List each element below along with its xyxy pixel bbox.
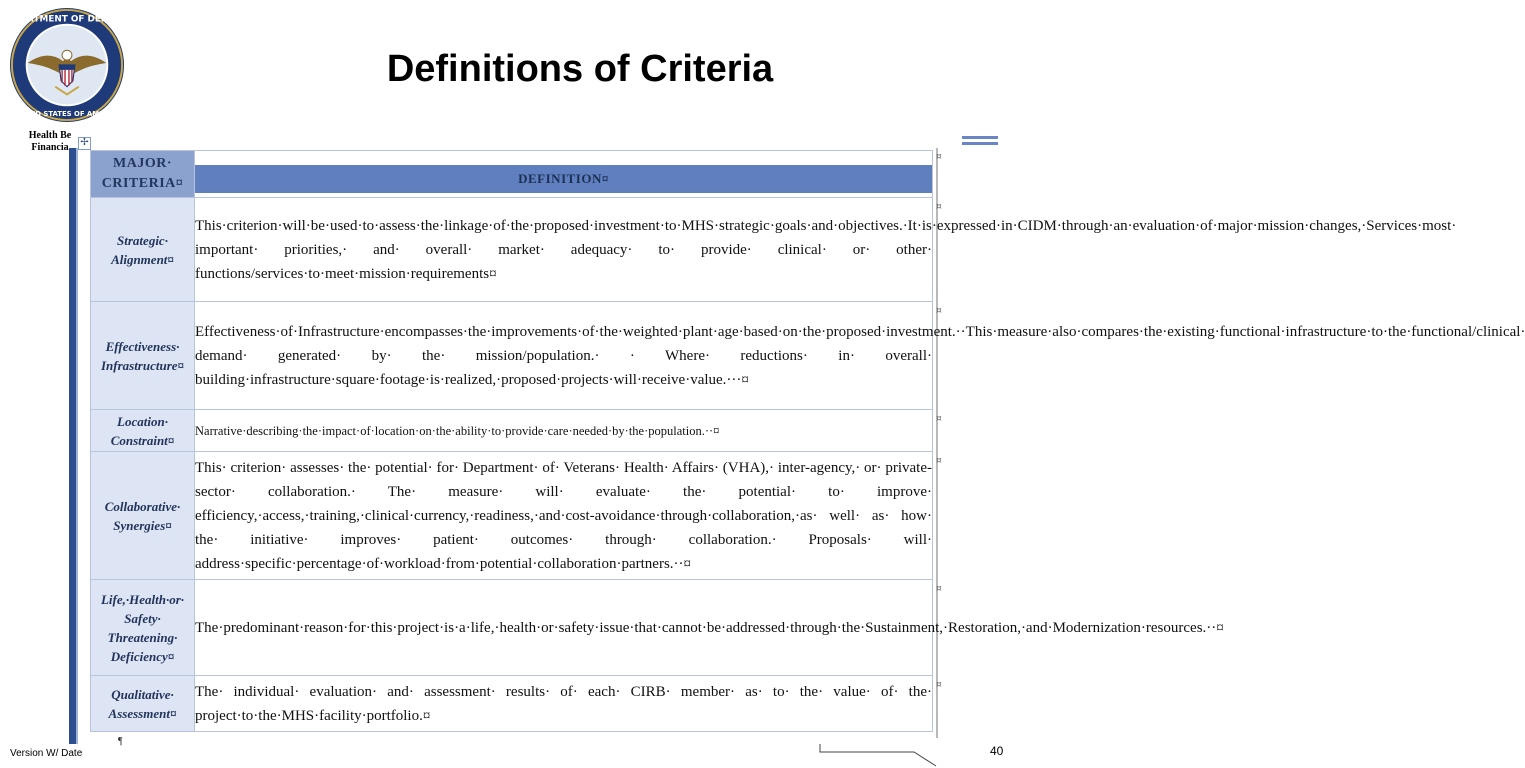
criteria-definition: This· criterion· assesses· the· potential· for· Department· of· Veterans· Health· Affairs· (VHA),· inter-agency,· or· private-sector· collaboration.· The· measure· will· evaluate· the· potential· to· improve· efficiency,·access,·training,·clinical·currency,·readiness,·and·cost-avoidance·through·collaboration,·as· well· as· how· the· initiative· improves· patient· outcomes· through· collaboration.· Proposals· will· address·specific·percentage·of·workload·from·potential·collaboration·partners.··¤ bbox=[195, 452, 933, 580]
criteria-definition: The·predominant·reason·for·this·project·is·a·life,·health·or·safety·issue·that·cannot·be·addressed·through·the·Sustainment,·Restoration,·and·Modernization·resources.··¤ bbox=[195, 580, 933, 676]
seal-lettering: DEPARTMENT OF DEFENSE bbox=[1, 14, 133, 25]
page-number: 40 bbox=[990, 744, 1004, 758]
criteria-name: Effectiveness· Infrastructure¤ bbox=[91, 302, 195, 410]
table-row bbox=[91, 198, 933, 302]
table-row bbox=[91, 676, 933, 732]
criteria-name: Qualitative· Assessment¤ bbox=[91, 676, 195, 732]
table-row bbox=[91, 580, 933, 676]
table-row bbox=[91, 410, 933, 452]
slide-title: Definitions of Criteria bbox=[386, 48, 774, 90]
accent-bar bbox=[69, 148, 76, 744]
criteria-definition: Narrative·describing·the·impact·of·location·on·the·ability·to·provide·care·needed·by·the·population.··¤ bbox=[195, 410, 933, 452]
menu-lines-icon bbox=[962, 136, 998, 148]
table-row bbox=[91, 452, 933, 580]
criteria-definition: This·criterion·will·be·used·to·assess·the·linkage·of·the·proposed·investment·to·MHS·strategic·goals·and·objectives.·It·is·expressed·in·CIDM·through·an·evaluation·of·major·mission·changes,·Services·most· important· priorities,· and· overall· market· adequacy· to· provide· clinical· or· other· functions/services·to·meet·mission·requirements¤ bbox=[195, 198, 933, 302]
dod-seal-icon bbox=[1, 6, 133, 124]
cell-end-mark: ¤ bbox=[936, 202, 942, 212]
criteria-name: Life,·Health·or· Safety· Threatening· Deficiency¤ bbox=[91, 580, 195, 676]
header-definition-label: DEFINITION¤ bbox=[195, 165, 932, 193]
side-caption-line1: Health Be bbox=[28, 130, 72, 141]
criteria-table bbox=[90, 150, 1525, 732]
table-row bbox=[91, 302, 933, 410]
accent-bar-light bbox=[76, 148, 78, 744]
cell-end-mark: ¤ bbox=[936, 680, 942, 690]
cell-end-mark: ¤ bbox=[936, 414, 942, 424]
header-major-criteria: MAJOR· CRITERIA¤ bbox=[91, 151, 195, 198]
paragraph-mark-icon: ¶ bbox=[118, 736, 123, 747]
table-move-handle-icon[interactable]: ✢ bbox=[78, 137, 91, 150]
footer-version: Version W/ Date bbox=[10, 748, 83, 759]
criteria-name: Location· Constraint¤ bbox=[91, 410, 195, 452]
criteria-name: Strategic· Alignment¤ bbox=[91, 198, 195, 302]
criteria-definition: Effectiveness·of·Infrastructure·encompasses·the·improvements·of·the·weighted·plant·age·based·on·the·proposed·investment.··This·measure·also·compares·the·existing·functional·infrastructure·to·the·functional/clinical· demand· generated· by· the· mission/population.· · Where· reductions· in· overall· building·infrastructure·square·footage·is·realized,·proposed·projects·will·receive·value.···¤ bbox=[195, 302, 933, 410]
cell-end-mark: ¤ bbox=[936, 584, 942, 594]
cell-end-mark: ¤ bbox=[936, 456, 942, 466]
cell-end-mark: ¤ bbox=[936, 306, 942, 316]
cell-end-mark: ¤ bbox=[936, 152, 942, 162]
svg-text:UNITED STATES OF AMERICA: UNITED STATES OF AMERICA bbox=[11, 110, 123, 119]
table-header-row bbox=[91, 151, 933, 198]
page-corner-icon bbox=[818, 742, 938, 768]
header-definition bbox=[195, 151, 933, 198]
criteria-definition: The· individual· evaluation· and· assessment· results· of· each· CIRB· member· as· to· the· value· of· the· project·to·the·MHS·facility·portfolio.¤ bbox=[195, 676, 933, 732]
side-caption-line2: Financia bbox=[31, 142, 69, 153]
criteria-name: Collaborative· Synergies¤ bbox=[91, 452, 195, 580]
